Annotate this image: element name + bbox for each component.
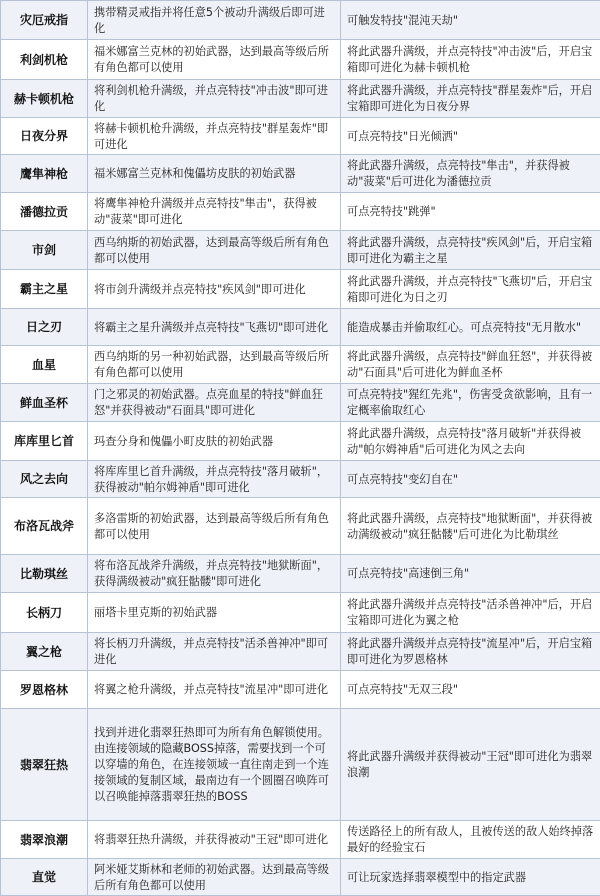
evolution-effect-cell bbox=[341, 859, 600, 896]
evolution-effect: 将此武器升满级，并点亮特技"飞燕切"后，开启宝箱即可进化为日之刃 bbox=[347, 274, 596, 306]
evolution-effect: 将此武器升满级并获得被动"王冠"即可进化为翡翠浪潮 bbox=[347, 749, 596, 781]
acquire-condition: 携带精灵戒指并将任意5个被动升满级后即可进化 bbox=[94, 5, 336, 37]
acquire-condition-cell bbox=[88, 80, 341, 118]
table-row bbox=[1, 346, 600, 384]
table-row bbox=[1, 498, 600, 555]
evolution-effect-cell bbox=[341, 231, 600, 270]
weapon-name: 翡翠浪潮 bbox=[3, 832, 85, 848]
acquire-condition: 找到并进化翡翠狂热即可为所有角色解锁使用。由连接领域的隐藏BOSS掉落，需要找到一个可以穿墙的角色，在连接领域一直往南走到一个连接领域的复制区域，最南边有一个圆圈召唤阵可以召唤能掉落翡翠狂热的BOSS bbox=[94, 725, 336, 805]
evolution-effect: 将此武器升满级并点亮特技"活杀兽神冲"后，开启宝箱即可进化为翼之枪 bbox=[347, 597, 596, 629]
table-row bbox=[1, 555, 600, 593]
acquire-condition-cell bbox=[88, 40, 341, 80]
evolution-effect: 将此武器升满级，并点亮特技"冲击波"后，开启宝箱即可进化为赫卡顿机枪 bbox=[347, 44, 596, 76]
table-row bbox=[1, 1, 600, 40]
weapon-name-cell bbox=[1, 422, 88, 461]
evolution-effect: 将此武器升满级，点亮特技"隼击"，并获得被动"菠菜"后可进化为潘德拉贡 bbox=[347, 158, 596, 190]
weapon-name-cell bbox=[1, 193, 88, 231]
evolution-effect-cell bbox=[341, 671, 600, 709]
table-row bbox=[1, 384, 600, 422]
acquire-condition-cell bbox=[88, 1, 341, 40]
table-row bbox=[1, 231, 600, 270]
acquire-condition: 多洛雷斯的初始武器，达到最高等级后所有角色都可以使用 bbox=[94, 511, 336, 543]
evolution-effect: 可让玩家选择翡翠模型中的指定武器 bbox=[347, 870, 596, 886]
table-row bbox=[1, 709, 600, 821]
evolution-effect: 可点亮特技"猩红先兆"，伤害受贪欲影响，且有一定概率偷取红心 bbox=[347, 387, 596, 419]
weapon-name-cell bbox=[1, 709, 88, 821]
acquire-condition-cell bbox=[88, 118, 341, 155]
evolution-effect-cell bbox=[341, 270, 600, 309]
evolution-effect-cell bbox=[341, 709, 600, 821]
acquire-condition: 阿米娅艾斯林和老师的初始武器。达到最高等级后所有角色都可以使用 bbox=[94, 862, 336, 894]
acquire-condition-cell bbox=[88, 231, 341, 270]
weapon-name: 日之刃 bbox=[3, 319, 85, 335]
evolution-effect: 可点亮特技"跳弹" bbox=[347, 204, 596, 220]
acquire-condition: 将布洛瓦战斧升满级，并点亮特技"地狱断面"，获得满级被动"疯狂骷髅"即可进化 bbox=[94, 558, 336, 590]
evolution-effect: 可点亮特技"无双三段" bbox=[347, 682, 596, 698]
acquire-condition-cell bbox=[88, 709, 341, 821]
weapon-name: 赫卡顿机枪 bbox=[3, 91, 85, 107]
evolution-effect-cell bbox=[341, 118, 600, 155]
weapon-name: 长柄刀 bbox=[3, 605, 85, 621]
weapon-name: 鲜血圣杯 bbox=[3, 395, 85, 411]
acquire-condition-cell bbox=[88, 155, 341, 193]
acquire-condition: 将翼之枪升满级，并点亮特技"流星冲"即可进化 bbox=[94, 682, 336, 698]
weapon-name: 日夜分界 bbox=[3, 128, 85, 144]
evolution-effect-cell bbox=[341, 309, 600, 346]
acquire-condition-cell bbox=[88, 346, 341, 384]
evolution-effect: 能造成暴击并偷取红心。可点亮特技"无月散水" bbox=[347, 320, 596, 336]
evolution-effect: 传送路径上的所有敌人，且被传送的敌人始终掉落最好的经验宝石 bbox=[347, 824, 596, 856]
weapon-name-cell bbox=[1, 384, 88, 422]
acquire-condition-cell bbox=[88, 270, 341, 309]
weapon-name-cell bbox=[1, 80, 88, 118]
evolution-effect-cell bbox=[341, 40, 600, 80]
table-row bbox=[1, 422, 600, 461]
evolution-effect: 将此武器升满级，点亮特技"地狱断面"，并获得被动满级被动"疯狂骷髅"后可进化为比勒琪丝 bbox=[347, 511, 596, 543]
evolution-effect-cell bbox=[341, 155, 600, 193]
evolution-effect-cell bbox=[341, 593, 600, 633]
evolution-effect: 可点亮特技"变幻自在" bbox=[347, 472, 596, 488]
weapon-name: 血星 bbox=[3, 357, 85, 373]
evolution-effect-cell bbox=[341, 633, 600, 671]
acquire-condition: 福米娜富兰克林的初始武器，达到最高等级后所有角色都可以使用 bbox=[94, 44, 336, 76]
weapon-name-cell bbox=[1, 555, 88, 593]
acquire-condition-cell bbox=[88, 859, 341, 896]
weapon-name: 布洛瓦战斧 bbox=[3, 518, 85, 534]
acquire-condition-cell bbox=[88, 422, 341, 461]
weapon-name-cell bbox=[1, 633, 88, 671]
evolution-effect: 将此武器升满级，点亮特技"疾风剑"后，开启宝箱即可进化为霸主之星 bbox=[347, 235, 596, 267]
acquire-condition: 将霸主之星升满级并点亮特技"飞燕切"即可进化 bbox=[94, 320, 336, 336]
weapon-name-cell bbox=[1, 859, 88, 896]
acquire-condition-cell bbox=[88, 633, 341, 671]
acquire-condition-cell bbox=[88, 498, 341, 555]
table-row bbox=[1, 40, 600, 80]
acquire-condition-cell bbox=[88, 309, 341, 346]
evolution-effect-cell bbox=[341, 384, 600, 422]
table-row bbox=[1, 461, 600, 498]
acquire-condition-cell bbox=[88, 193, 341, 231]
weapon-name: 灾厄戒指 bbox=[3, 12, 85, 28]
acquire-condition: 西乌纳斯的另一种初始武器，达到最高等级后所有角色都可以使用 bbox=[94, 349, 336, 381]
evolution-effect-cell bbox=[341, 1, 600, 40]
weapon-name-cell bbox=[1, 498, 88, 555]
evolution-effect: 将此武器升满级并点亮特技"流星冲"后，开启宝箱即可进化为罗恩格林 bbox=[347, 636, 596, 668]
weapon-name: 直觉 bbox=[3, 869, 85, 885]
weapon-name: 鹰隼神枪 bbox=[3, 166, 85, 182]
evolution-effect-cell bbox=[341, 498, 600, 555]
evolution-effect-cell bbox=[341, 193, 600, 231]
evolution-effect: 将此武器升满级，点亮特技"鲜血狂怒"，并获得被动"石面具"后可进化为鲜血圣杯 bbox=[347, 349, 596, 381]
acquire-condition: 将库库里匕首升满级，并点亮特技"落月破斩"，获得被动"帕尔姆神盾"即可进化 bbox=[94, 464, 336, 496]
acquire-condition-cell bbox=[88, 555, 341, 593]
evolution-effect: 将此武器升满级，点亮特技"落月破斩"并获得被动"帕尔姆神盾"后可进化为风之去向 bbox=[347, 426, 596, 458]
acquire-condition-cell bbox=[88, 384, 341, 422]
weapon-name-cell bbox=[1, 40, 88, 80]
evolution-effect: 可触发特技"混沌天劫" bbox=[347, 13, 596, 29]
table-row bbox=[1, 593, 600, 633]
table-row bbox=[1, 193, 600, 231]
table-row bbox=[1, 155, 600, 193]
acquire-condition-cell bbox=[88, 821, 341, 859]
table-row bbox=[1, 671, 600, 709]
weapon-name: 风之去向 bbox=[3, 471, 85, 487]
evolution-effect-cell bbox=[341, 821, 600, 859]
weapon-name-cell bbox=[1, 1, 88, 40]
weapon-name-cell bbox=[1, 155, 88, 193]
weapon-name-cell bbox=[1, 593, 88, 633]
table-row bbox=[1, 633, 600, 671]
weapon-name: 翼之枪 bbox=[3, 644, 85, 660]
weapon-name-cell bbox=[1, 346, 88, 384]
weapon-name-cell bbox=[1, 118, 88, 155]
acquire-condition: 门之邪灵的初始武器。点亮血星的特技"鲜血狂怒"并获得被动"石面具"即可进化 bbox=[94, 387, 336, 419]
acquire-condition: 将长柄刀升满级，并点亮特技"活杀兽神冲"即可进化 bbox=[94, 636, 336, 668]
evolution-effect-cell bbox=[341, 346, 600, 384]
weapon-name: 比勒琪丝 bbox=[3, 566, 85, 582]
acquire-condition-cell bbox=[88, 671, 341, 709]
evolution-effect-cell bbox=[341, 80, 600, 118]
table-body bbox=[1, 1, 600, 896]
evolution-effect-cell bbox=[341, 461, 600, 498]
weapon-name-cell bbox=[1, 309, 88, 346]
weapon-name-cell bbox=[1, 461, 88, 498]
weapon-name-cell bbox=[1, 270, 88, 309]
weapon-name: 罗恩格林 bbox=[3, 682, 85, 698]
acquire-condition-cell bbox=[88, 461, 341, 498]
evolution-effect: 可点亮特技"高速倒三角" bbox=[347, 566, 596, 582]
weapon-name-cell bbox=[1, 821, 88, 859]
acquire-condition: 将赫卡顿机枪升满级，并点亮特技"群星轰炸"即可进化 bbox=[94, 121, 336, 153]
weapon-name: 潘德拉贡 bbox=[3, 204, 85, 220]
acquire-condition: 将利剑机枪升满级，并点亮特技"冲击波"即可进化 bbox=[94, 83, 336, 115]
table-row bbox=[1, 309, 600, 346]
acquire-condition-cell bbox=[88, 593, 341, 633]
weapon-name: 利剑机枪 bbox=[3, 52, 85, 68]
evolution-effect: 将此武器升满级，并点亮特技"群星轰炸"后，开启宝箱即可进化为日夜分界 bbox=[347, 83, 596, 115]
acquire-condition: 西乌纳斯的初始武器，达到最高等级后所有角色都可以使用 bbox=[94, 235, 336, 267]
weapon-name-cell bbox=[1, 671, 88, 709]
acquire-condition: 将翡翠狂热升满级，并获得被动"王冠"即可进化 bbox=[94, 832, 336, 848]
acquire-condition: 将鹰隼神枪升满级并点亮特技"隼击"，获得被动"菠菜"即可进化 bbox=[94, 196, 336, 228]
weapon-name-cell bbox=[1, 231, 88, 270]
table-row bbox=[1, 859, 600, 896]
table-row bbox=[1, 80, 600, 118]
weapon-name: 库库里匕首 bbox=[3, 433, 85, 449]
acquire-condition: 丽塔卡里克斯的初始武器 bbox=[94, 605, 336, 621]
table-row bbox=[1, 118, 600, 155]
evolution-effect: 可点亮特技"日光倾洒" bbox=[347, 129, 596, 145]
weapon-name: 翡翠狂热 bbox=[3, 757, 85, 773]
acquire-condition: 福米娜富兰克林和傀儡坊皮肤的初始武器 bbox=[94, 166, 336, 182]
acquire-condition: 玛查分身和傀儡小町皮肤的初始武器 bbox=[94, 434, 336, 450]
evolution-effect-cell bbox=[341, 422, 600, 461]
acquire-condition: 将市剑升满级并点亮特技"疾风剑"即可进化 bbox=[94, 282, 336, 298]
table-row bbox=[1, 270, 600, 309]
weapon-name: 市剑 bbox=[3, 242, 85, 258]
evolution-effect-cell bbox=[341, 555, 600, 593]
table-row bbox=[1, 821, 600, 859]
weapon-name: 霸主之星 bbox=[3, 281, 85, 297]
